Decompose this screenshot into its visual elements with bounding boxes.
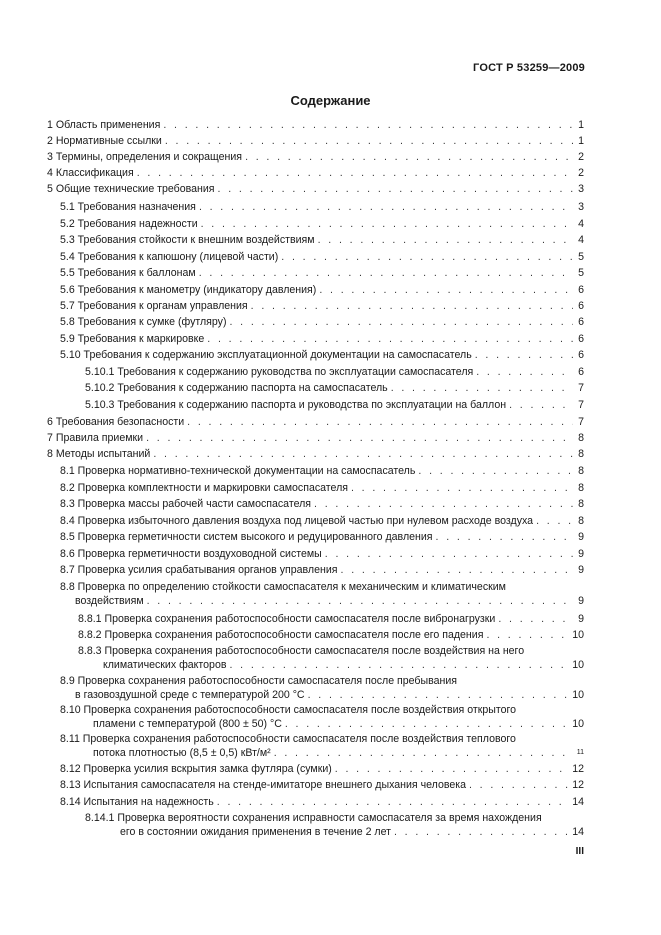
toc-entry [0,612,661,626]
toc-entry [0,266,661,280]
toc-entry [0,150,661,164]
toc-entry-text: 8.3 Проверка массы рабочей части самоспасателя [60,498,312,510]
toc-entry-text: 5.7 Требования к органам управления [60,300,248,312]
leader-dots [476,365,573,379]
toc-entry-text: 8.12 Проверка усилия вскрытия замка футляра (сумки) [60,763,332,775]
toc-page-number: 9 [578,595,584,607]
toc-entry [0,315,661,329]
toc-entry-text: 5.8 Требования к сумке (футляру) [60,316,227,328]
toc-entry [0,703,661,730]
toc-entry-text: 8.7 Проверка усилия срабатывания органов управления [60,564,338,576]
toc-entry [0,332,661,346]
toc-page-number: 10 [572,718,584,730]
toc-entry-text: в газовоздушной среде с температурой 200 °C [75,689,305,701]
toc-entry-text: климатических факторов [103,659,227,671]
toc-entry-text: 8.8.1 Проверка сохранения работоспособности самоспасателя после вибронагрузки [78,613,496,625]
toc-entry-text: 7 Правила приемки [47,432,144,444]
leader-dots [325,547,573,561]
toc-page-number: 7 [578,382,584,394]
leader-dots [245,150,573,164]
leader-dots [394,825,569,839]
toc-entry-text: 1 Область применения [47,119,161,131]
toc-entry [0,200,661,214]
toc-page-number: 14 [572,796,584,808]
page-title: Содержание [290,93,371,108]
leader-dots [147,594,573,608]
toc-entry [0,166,661,180]
toc-entry-text: воздействиям [75,595,144,607]
leader-dots [281,250,573,264]
leader-dots [199,200,573,214]
toc-entry [0,299,661,313]
toc-page-number: 9 [578,531,584,543]
toc-page-number: 10 [572,629,584,641]
leader-dots [391,381,573,395]
toc-page-number: 5 [578,267,584,279]
toc-page-number: 6 [578,284,584,296]
toc-entry [0,464,661,478]
toc-entry-text: 5.4 Требования к капюшону (лицевой части) [60,251,279,263]
toc-entry-text: 8.4 Проверка избыточного давления воздуха под лицевой частью при нулевом расходе воздуха [60,515,534,527]
toc-page-number: 8 [578,448,584,460]
toc-entry-text: 8.14 Испытания на надежность [60,796,214,808]
leader-dots [351,481,573,495]
leader-dots [137,166,573,180]
toc-entry-text: 5.10 Требования к содержанию эксплуатационной документации на самоспасатель [60,349,472,361]
toc-entry-text: 8.9 Проверка сохранения работоспособности самоспасателя после пребывания [60,675,458,687]
toc-entry-text: 5.10.3 Требования к содержанию паспорта и руководства по эксплуатации на баллон [85,399,507,411]
leader-dots [146,431,573,445]
leader-dots [318,233,573,247]
toc-entry [0,381,661,395]
toc-entry [0,415,661,429]
toc-entry-text: 5.10.1 Требования к содержанию руководства по эксплуатации самоспасателя [85,366,474,378]
leader-dots [509,398,573,412]
toc-entry-text: 8.5 Проверка герметичности систем высокого и редуцированного давления [60,531,433,543]
toc-entry [0,481,661,495]
toc-entry-text: 8.8.2 Проверка сохранения работоспособности самоспасателя после его падения [78,629,484,641]
toc-page-number: 4 [578,218,584,230]
toc-entry-text: 5.6 Требования к манометру (индикатору давления) [60,284,317,296]
leader-dots [199,266,573,280]
toc-entry-text: 8.11 Проверка сохранения работоспособности самоспасателя после воздействия теплового [60,733,516,745]
toc-entry [0,398,661,412]
toc-entry-text: 5.5 Требования к баллонам [60,267,196,279]
toc-page-number: 5 [578,251,584,263]
toc-entry-text: 8 Методы испытаний [47,448,151,460]
toc-page-number: 2 [578,167,584,179]
toc-page-number: 9 [578,564,584,576]
toc-entry-text: 5.2 Требования надежности [60,218,198,230]
toc-entry [0,628,661,642]
toc-entry [0,530,661,544]
toc-entry [0,233,661,247]
toc-page-number: 6 [578,316,584,328]
document-code: ГОСТ Р 53259—2009 [473,62,585,74]
toc-entry-text: 5.9 Требования к маркировке [60,333,205,345]
toc-entry-text: 8.13 Испытания самоспасателя на стенде-имитаторе внешнего дыхания человека [60,779,466,791]
toc-entry-text: 8.8 Проверка по определению стойкости самоспасателя к механическим и климатическим [60,581,506,593]
toc-page-number: 6 [578,333,584,345]
toc-entry-text: 8.8.3 Проверка сохранения работоспособности самоспасателя после воздействия на него [78,645,525,657]
toc-entry-text: 5.1 Требования назначения [60,201,196,213]
leader-dots [418,464,573,478]
leader-dots [153,447,573,461]
toc-page-number: 4 [578,234,584,246]
toc-page-number: 8 [578,482,584,494]
toc-entry-text: 8.10 Проверка сохранения работоспособности самоспасателя после воздействия открытого [60,704,516,716]
toc-page-number: 6 [578,366,584,378]
toc-entry-text: 5 Общие технические требования [47,183,215,195]
toc-entry [0,795,661,809]
toc-entry-text: 2 Нормативные ссылки [47,135,162,147]
toc-entry-text: 4 Классификация [47,167,134,179]
toc-entry [0,811,661,838]
toc-page-number: 3 [578,183,584,195]
toc-entry [0,497,661,511]
toc-entry [0,431,661,445]
leader-dots [207,332,573,346]
toc-entry [0,365,661,379]
toc-page-number: 14 [572,826,584,838]
leader-dots [201,217,573,231]
toc-entry-text: 5.3 Требования стойкости к внешним воздействиям [60,234,315,246]
toc-page-number: 7 [578,399,584,411]
toc-page-number: 8 [578,432,584,444]
leader-dots [469,778,569,792]
toc-entry [0,283,661,297]
toc-page-number: 6 [578,349,584,361]
toc-page-number: 9 [578,548,584,560]
leader-dots [274,746,573,760]
toc-page-number: 9 [578,613,584,625]
toc-entry [0,514,661,528]
leader-dots [308,688,570,702]
leader-dots [341,563,573,577]
toc-entry [0,644,661,671]
leader-dots [229,658,569,672]
toc-entry [0,563,661,577]
toc-page-number: 10 [572,659,584,671]
toc-entry [0,134,661,148]
toc-page-number: 8 [578,465,584,477]
leader-dots [475,348,573,362]
toc-entry-text: 5.10.2 Требования к содержанию паспорта на самоспасатель [85,382,388,394]
toc-page-number: 1 [578,135,584,147]
leader-dots [230,315,574,329]
toc-entry [0,674,661,701]
toc-page-number: 8 [578,515,584,527]
toc-entry [0,182,661,196]
toc-page-number: 12 [572,779,584,791]
toc-entry [0,348,661,362]
toc-page-number: 10 [572,689,584,701]
leader-dots [436,530,573,544]
leader-dots [486,628,569,642]
toc-entry [0,778,661,792]
toc-entry-text: 3 Термины, определения и сокращения [47,151,243,163]
toc-entry [0,447,661,461]
leader-dots [319,283,573,297]
leader-dots [335,762,569,776]
toc-entry-text: 6 Требования безопасности [47,416,185,428]
toc-page-number: 3 [578,201,584,213]
toc-entry [0,732,661,759]
leader-dots [285,717,569,731]
toc-entry [0,118,661,132]
toc-entry [0,580,661,607]
toc-entry [0,547,661,561]
leader-dots [218,182,573,196]
toc-page-number: 8 [578,498,584,510]
toc-page-number: 11 [576,749,584,756]
toc-entry [0,762,661,776]
toc-entry-text: 8.1 Проверка нормативно-технической документации на самоспасатель [60,465,416,477]
toc-entry-text: 8.2 Проверка комплектности и маркировки самоспасателя [60,482,348,494]
leader-dots [314,497,573,511]
leader-dots [251,299,573,313]
toc-entry-text: 8.14.1 Проверка вероятности сохранения исправности самоспасателя за время нахождения [85,812,542,824]
toc-page-number: 2 [578,151,584,163]
toc-page-number: 1 [578,119,584,131]
toc-entry-text: пламени с температурой (800 ± 50) °C [93,718,282,730]
leader-dots [163,118,573,132]
page-number: III [575,846,584,857]
toc-entry-text: его в состоянии ожидания применения в течение 2 лет [120,826,391,838]
toc-entry [0,250,661,264]
toc-page-number: 7 [578,416,584,428]
toc-page-number: 12 [572,763,584,775]
leader-dots [536,514,573,528]
toc-entry-text: 8.6 Проверка герметичности воздуховодной системы [60,548,322,560]
leader-dots [187,415,573,429]
toc-page-number: 6 [578,300,584,312]
leader-dots [498,612,573,626]
leader-dots [217,795,569,809]
toc-entry [0,217,661,231]
leader-dots [165,134,573,148]
toc-entry-text: потока плотностью (8,5 ± 0,5) кВт/м² [93,747,271,759]
